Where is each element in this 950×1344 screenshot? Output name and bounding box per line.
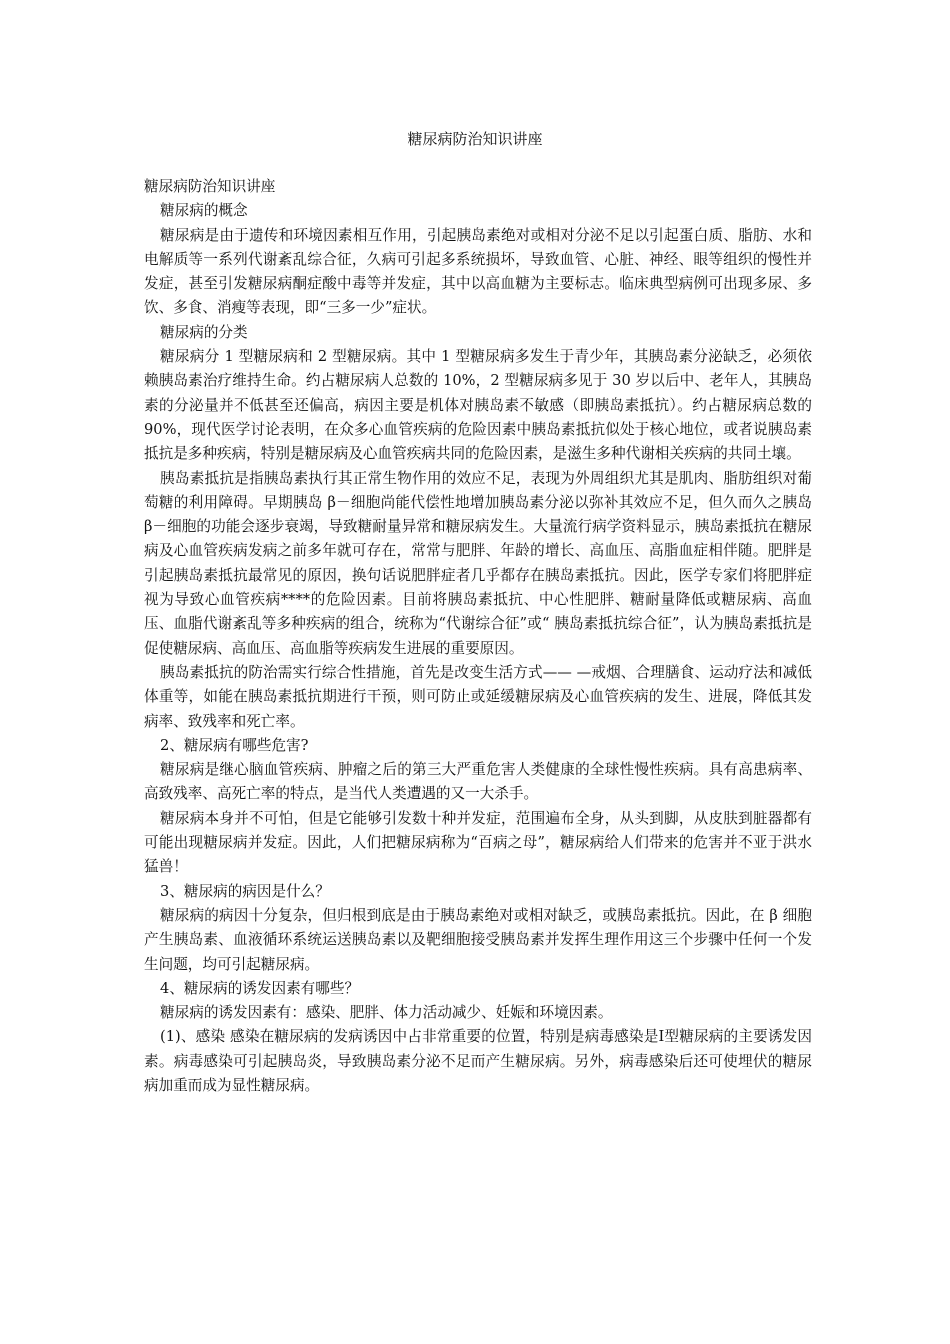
paragraph: 糖尿病防治知识讲座: [144, 178, 276, 195]
document-title: 糖尿病防治知识讲座: [407, 130, 543, 148]
paragraph: (1)、感染 感染在糖尿病的发病诱因中占非常重要的位置，特别是病毒感染是Ⅰ型糖尿病的主要诱发因素。病毒感染可引起胰岛炎，导致胰岛素分泌不足而产生糖尿病。另外，病毒感染后还可使埋伏的糖尿病加重而成为显性糖尿病。: [144, 1028, 812, 1094]
section-heading: 4、糖尿病的诱发因素有哪些？: [160, 979, 360, 997]
document-body: [144, 175, 812, 1098]
paragraph: 胰岛素抵抗的防治需实行综合性措施，首先是改变生活方式—— —戒烟、合理膳食、运动疗法和减低体重等，如能在胰岛素抵抗期进行干预，则可防止或延缓糖尿病及心血管疾病的发生、进展，降低其发病率、致残率和死亡率。: [144, 663, 812, 730]
paragraph: 胰岛素抵抗是指胰岛素执行其正常生物作用的效应不足，表现为外周组织尤其是肌肉、脂肪组织对葡萄糖的利用障碍。早期胰岛 β－细胞尚能代偿性地增加胰岛素分泌以弥补其效应不足，但久而久之胰岛 β－细胞的功能会逐步衰竭，导致糖耐量异常和糖尿病发生。大量流行病学资料显示，胰岛素抵抗在糖尿病及心血管疾病发病之前多年就可存在，常常与肥胖、年龄的增长、高血压、高脂血症相伴随。肥胖是引起胰岛素抵抗最常见的原因，换句话说肥胖症者几乎都存在胰岛素抵抗。因此，医学专家们将肥胖症视为导致心血管疾病****的危险因素。目前将胰岛素抵抗、中心性肥胖、糖耐量降低或糖尿病、高血压、血脂代谢紊乱等多种疾病的组合，统称为“代谢综合征”或“ 胰岛素抵抗综合征”，认为胰岛素抵抗是促使糖尿病、高血压、高血脂等疾病发生进展的重要原因。: [144, 469, 812, 657]
paragraph: 糖尿病分 1 型糖尿病和 2 型糖尿病。其中 1 型糖尿病多发生于青少年，其胰岛素分泌缺乏，必须依赖胰岛素治疗维持生命。约占糖尿病人总数的 10%，2 型糖尿病多见于 30 岁以后中、老年人，其胰岛素的分泌量并不低甚至还偏高，病因主要是机体对胰岛素不敏感（即胰岛素抵抗）。约占糖尿病总数的 90%，现代医学讨论表明，在众多心血管疾病的危险因素中胰岛素抵抗似处于核心地位，或者说胰岛素抵抗是多种疾病，特别是糖尿病及心血管疾病共同的危险因素，是滋生多种代谢相关疾病的共同土壤。: [144, 348, 812, 463]
section-heading: 2、糖尿病有哪些危害?: [160, 736, 309, 754]
paragraph: 糖尿病是由于遗传和环境因素相互作用，引起胰岛素绝对或相对分泌不足以引起蛋白质、脂肪、水和电解质等一系列代谢紊乱综合征，久病可引起多系统损坏，导致血管、心脏、神经、眼等组织的慢性并发症，甚至引发糖尿病酮症酸中毒等并发症，其中以高血糖为主要标志。临床典型病例可出现多尿、多饮、多食、消瘦等表现，即“三多一少”症状。: [144, 226, 812, 317]
paragraph: 糖尿病的病因十分复杂，但归根到底是由于胰岛素绝对或相对缺乏，或胰岛素抵抗。因此，在 β 细胞产生胰岛素、血液循环系统运送胰岛素以及靶细胞接受胰岛素并发挥生理作用这三个步骤中任何一个发生问题，均可引起糖尿病。: [144, 906, 812, 973]
section-heading: 3、糖尿病的病因是什么？: [160, 882, 330, 900]
section-heading: 糖尿病的分类: [160, 323, 248, 341]
paragraph: 糖尿病的诱发因素有：感染、肥胖、体力活动减少、妊娠和环境因素。: [160, 1004, 613, 1022]
paragraph: 糖尿病本身并不可怕，但是它能够引发数十种并发症，范围遍布全身，从头到脚，从皮肤到脏器都有可能出现糖尿病并发症。因此，人们把糖尿病称为“百病之母”，糖尿病给人们带来的危害并不亚于洪水猛兽！: [144, 809, 812, 876]
paragraph: 糖尿病是继心脑血管疾病、肿瘤之后的第三大严重危害人类健康的全球性慢性疾病。具有高患病率、高致残率、高死亡率的特点，是当代人类遭遇的又一大杀手。: [144, 761, 812, 803]
section-heading: 糖尿病的概念: [160, 202, 248, 220]
